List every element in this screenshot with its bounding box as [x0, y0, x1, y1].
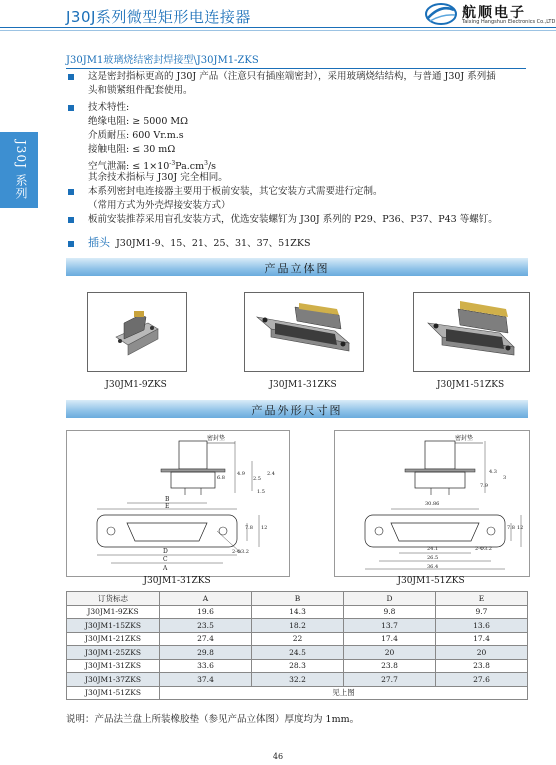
dim-31-E: E [165, 503, 170, 510]
bullet-square-icon [68, 74, 74, 80]
logo-text-cn: 航顺电子 [462, 5, 526, 21]
table-cell: 27.7 [344, 673, 436, 687]
dim-31-v: 7.8 [245, 525, 253, 531]
table-cell: 19.6 [160, 605, 252, 619]
spec-leak-end: /s [207, 161, 217, 173]
dim-51-h: 12 [517, 525, 524, 531]
table-cell: 9.7 [436, 605, 528, 619]
dim-31-d2: 2.5 [253, 476, 261, 482]
table-cell: 33.6 [160, 659, 252, 673]
table-cell: 17.4 [344, 632, 436, 646]
dimension-banner-title: 产品外形尺寸图 [251, 404, 343, 417]
table-cell: J30JM1-9ZKS [67, 605, 160, 619]
table-cell: J30JM1-21ZKS [67, 632, 160, 646]
table-row [67, 632, 528, 646]
spec-leak-prefix: 空气泄漏: ≤ 1×10 [88, 161, 170, 173]
photo-caption-9: J30JM1-9ZKS [105, 380, 167, 390]
drawing-31-lines [67, 431, 289, 576]
page-number: 46 [272, 752, 284, 761]
table-cell: 14.3 [252, 605, 344, 619]
header-rule-light [0, 30, 556, 31]
table-cell: 20 [436, 646, 528, 660]
company-logo [424, 2, 556, 28]
drawing-31 [66, 430, 290, 577]
page-header-title: J30J系列微型矩形电连接器 [66, 8, 251, 26]
table-row [67, 673, 528, 687]
logo-text-en: Taixing Hangshun Electronics Co.,LTD [462, 19, 556, 25]
table-cell: J30JM1-51ZKS [67, 686, 160, 700]
dim-31-C: C [163, 556, 168, 563]
dim-31-hole: 2-Φ3.2 [232, 549, 249, 555]
table-cell: J30JM1-37ZKS [67, 673, 160, 687]
dim-51-top: 30.86 [425, 501, 440, 507]
table-cell: 27.4 [160, 632, 252, 646]
connector-31-illustration [245, 293, 363, 371]
table-cell: 18.2 [252, 619, 344, 633]
dim-51-w3: 36.4 [427, 564, 439, 570]
photo-caption-51: J30JM1-51ZKS [436, 380, 505, 390]
mount-note: 本系列密封电连接器主要用于板前安装，其它安装方式需要进行定制。 [88, 186, 383, 197]
seal-label-51: 密封垫 [455, 435, 474, 442]
table-header: D [344, 592, 436, 606]
table-cell: 20 [344, 646, 436, 660]
table-cell: 37.4 [160, 673, 252, 687]
dim-31-d3: 4.9 [237, 471, 245, 477]
logo-swoosh-icon [424, 2, 458, 26]
table-header-row [67, 592, 528, 606]
drawing-caption-31: J30JM1-31ZKS [143, 576, 211, 586]
product-photo-9 [87, 292, 187, 372]
product-view-banner [66, 258, 528, 276]
dim-31-A: A [163, 565, 168, 572]
bullet-square-icon [68, 189, 74, 195]
table-row [67, 686, 528, 700]
spec-leak-unit-exp: 3 [204, 160, 208, 167]
table-header: 订货标志 [67, 592, 160, 606]
dim-51-hole: 2-Φ3.2 [475, 546, 492, 552]
table-header: E [436, 592, 528, 606]
spec-leak-suffix: Pa.cm [175, 161, 205, 173]
product-view-banner-title: 产品立体图 [264, 262, 330, 275]
table-cell-merged: 见上图 [160, 686, 528, 700]
specs-title: 技术特性: [88, 102, 130, 113]
table-header: A [160, 592, 252, 606]
dim-31-d1: 6.8 [217, 475, 225, 481]
dim-51-w2: 26.5 [427, 555, 439, 561]
table-cell: 23.8 [344, 659, 436, 673]
table-cell: J30JM1-15ZKS [67, 619, 160, 633]
intro-line-1: 这是密封指标更高的 J30J 产品（注意只有插座端密封），采用玻璃烧结结构，与普通 J30J 系列插 [88, 71, 496, 82]
table-cell: J30JM1-31ZKS [67, 659, 160, 673]
table-cell: 32.2 [252, 673, 344, 687]
dim-31-B: B [165, 496, 170, 503]
table-row [67, 619, 528, 633]
bullet-square-icon [68, 241, 74, 247]
table-row [67, 605, 528, 619]
drawing-51 [334, 430, 530, 577]
dimension-banner [66, 400, 528, 418]
connector-51-illustration [414, 293, 529, 371]
drawing-caption-51: J30JM1-51ZKS [397, 576, 465, 586]
dim-51-d2: 7.9 [480, 483, 488, 489]
seal-label-31: 密封垫 [207, 435, 226, 442]
dim-31-h: 12 [261, 525, 268, 531]
dim-31-D: D [163, 548, 168, 555]
table-cell: 23.8 [436, 659, 528, 673]
table-cell: 17.4 [436, 632, 528, 646]
dim-51-v: 7.8 [507, 525, 515, 531]
spec-voltage: 介质耐压: 600 Vr.m.s [88, 130, 184, 141]
spec-insulation: 绝缘电阻: ≥ 5000 MΩ [88, 116, 189, 127]
photo-caption-31: J30JM1-31ZKS [269, 380, 337, 390]
bullet-square-icon [68, 217, 74, 223]
connector-9-illustration [88, 293, 186, 371]
table-row [67, 659, 528, 673]
table-cell: 23.5 [160, 619, 252, 633]
spec-other: 其余技术指标与 J30J 完全相同。 [88, 172, 228, 183]
table-cell: 9.8 [344, 605, 436, 619]
dim-51-d1: 4.3 [489, 469, 497, 475]
table-cell: 13.6 [436, 619, 528, 633]
table-cell: 22 [252, 632, 344, 646]
plug-list: J30JM1-9、15、21、25、31、37、51ZKS [116, 238, 311, 249]
dim-51-w1: 24.1 [427, 546, 439, 552]
spec-contact: 接触电阻: ≤ 30 mΩ [88, 144, 176, 155]
table-cell: 13.7 [344, 619, 436, 633]
product-photo-51 [413, 292, 530, 372]
table-cell: 27.6 [436, 673, 528, 687]
table-cell: 28.3 [252, 659, 344, 673]
spec-leak-exp: -3 [169, 160, 176, 167]
table-header: B [252, 592, 344, 606]
section-title: J30JM1玻璃烧结密封焊接型\J30JM1-ZKS [66, 54, 526, 69]
dim-31-d5: 1.5 [257, 489, 265, 495]
ordering-table [66, 591, 528, 700]
screw-note: 板前安装推荐采用盲孔安装方式，优选安装螺钉为 J30J 系列的 P29、P36、P37、P43 等螺钉。 [88, 214, 498, 225]
dim-51-d3: 3 [503, 475, 507, 481]
intro-line-2: 头和锁紧组件配套使用。 [88, 85, 193, 96]
dim-31-d4: 2.4 [267, 471, 275, 477]
bullet-square-icon [68, 105, 74, 111]
table-cell: J30JM1-25ZKS [67, 646, 160, 660]
table-cell: 24.5 [252, 646, 344, 660]
footnote: 说明：产品法兰盘上所装橡胶垫（参见产品立体图）厚度均为 1mm。 [66, 714, 360, 725]
table-row [67, 646, 528, 660]
plug-label: 插头 [88, 236, 110, 249]
table-cell: 29.8 [160, 646, 252, 660]
series-side-tab-label: J30J 系列 [14, 140, 28, 200]
mount-note-sub: （常用方式为外壳焊接安装方式） [88, 200, 231, 211]
product-photo-31 [244, 292, 364, 372]
